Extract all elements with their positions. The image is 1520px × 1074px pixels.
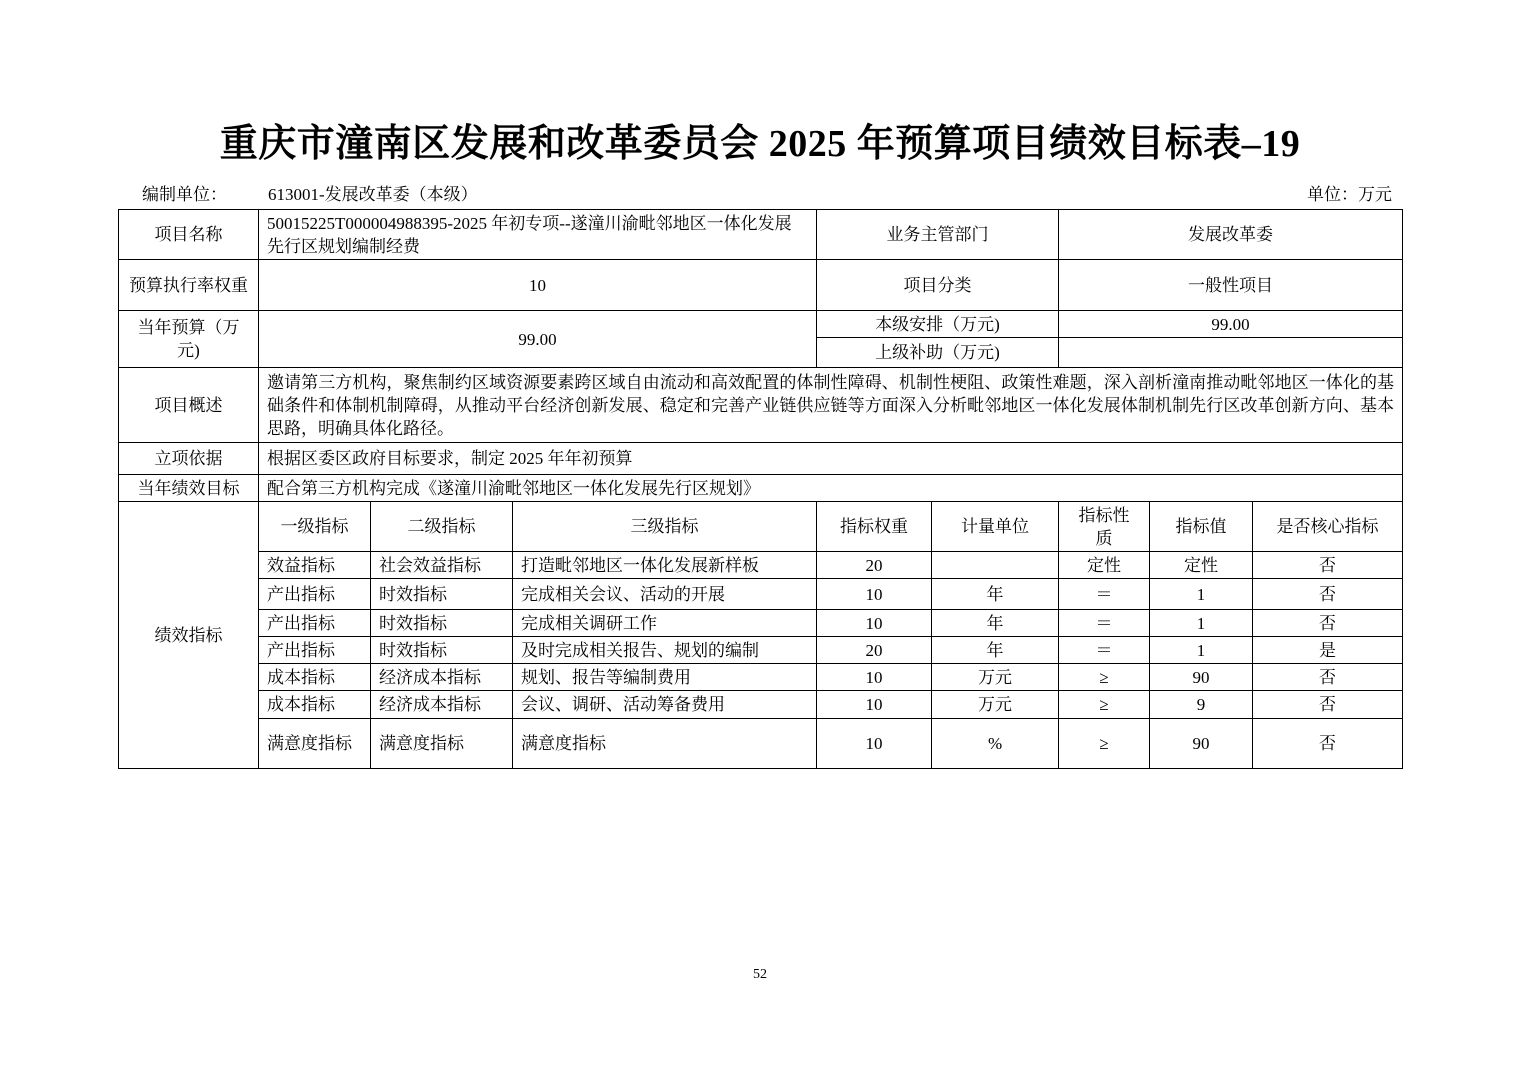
weight-label: 预算执行率权重 [119, 260, 259, 311]
indicators-label: 绩效指标 [119, 502, 259, 769]
indicator-l3: 打造毗邻地区一体化发展新样板 [513, 552, 817, 579]
indicator-l1: 产出指标 [259, 637, 371, 664]
header-unit: 计量单位 [932, 502, 1059, 552]
indicator-unit: 万元 [932, 691, 1059, 719]
indicator-l1: 成本指标 [259, 691, 371, 719]
indicator-l1: 效益指标 [259, 552, 371, 579]
indicator-row [119, 664, 1403, 691]
indicator-l2: 经济成本指标 [371, 691, 513, 719]
indicator-unit: 年 [932, 610, 1059, 637]
dept-label: 业务主管部门 [817, 210, 1059, 260]
unit-label: 编制单位： [142, 185, 227, 204]
indicator-nature: ≥ [1059, 691, 1150, 719]
goal-value: 配合第三方机构完成《遂潼川渝毗邻地区一体化发展先行区规划》 [259, 475, 1403, 502]
indicator-l2: 经济成本指标 [371, 664, 513, 691]
indicator-l2: 社会效益指标 [371, 552, 513, 579]
goal-label: 当年绩效目标 [119, 475, 259, 502]
row-weight [119, 260, 1403, 311]
row-budget-local [119, 311, 1403, 338]
indicator-value: 定性 [1150, 552, 1253, 579]
indicator-row [119, 579, 1403, 610]
row-goal [119, 475, 1403, 502]
indicator-core: 否 [1253, 719, 1403, 769]
budget-label: 当年预算（万元) [119, 311, 259, 368]
page-number: 52 [753, 967, 767, 982]
indicator-unit: % [932, 719, 1059, 769]
overview-label: 项目概述 [119, 368, 259, 443]
indicator-nature: ≥ [1059, 664, 1150, 691]
indicator-nature: ≥ [1059, 719, 1150, 769]
overview-value: 邀请第三方机构，聚焦制约区域资源要素跨区域自由流动和高效配置的体制性障碍、机制性梗阻、政策性难题，深入剖析潼南推动毗邻地区一体化的基础条件和体制机制障碍，从推动平台经济创新发展、稳定和完善产业链供应链等方面深入分析毗邻地区一体化发展体制机制先行区改革创新方向、基本思路，明确具体化路径。 [259, 368, 1403, 443]
header-l1: 一级指标 [259, 502, 371, 552]
header-l3: 三级指标 [513, 502, 817, 552]
indicator-l1: 成本指标 [259, 664, 371, 691]
unit-value: 613001-发展改革委（本级） [268, 185, 478, 204]
indicator-l3: 规划、报告等编制费用 [513, 664, 817, 691]
indicator-l3: 会议、调研、活动筹备费用 [513, 691, 817, 719]
row-basis [119, 443, 1403, 475]
weight-value: 10 [259, 260, 817, 311]
indicator-unit: 年 [932, 637, 1059, 664]
indicator-weight: 20 [817, 552, 932, 579]
indicator-value: 1 [1150, 610, 1253, 637]
header-weight: 指标权重 [817, 502, 932, 552]
indicator-weight: 10 [817, 610, 932, 637]
header-l2: 二级指标 [371, 502, 513, 552]
header-core: 是否核心指标 [1253, 502, 1403, 552]
indicator-core: 是 [1253, 637, 1403, 664]
indicator-l2: 满意度指标 [371, 719, 513, 769]
indicator-core: 否 [1253, 610, 1403, 637]
local-label: 本级安排（万元) [817, 311, 1059, 338]
indicator-nature: ＝ [1059, 637, 1150, 664]
indicator-weight: 10 [817, 579, 932, 610]
indicator-l1: 产出指标 [259, 610, 371, 637]
indicator-weight: 10 [817, 691, 932, 719]
indicator-nature: 定性 [1059, 552, 1150, 579]
indicator-row [119, 719, 1403, 769]
indicator-l3: 完成相关调研工作 [513, 610, 817, 637]
indicator-l1: 满意度指标 [259, 719, 371, 769]
project-name-value: 50015225T000004988395-2025 年初专项--遂潼川渝毗邻地区一体化发展先行区规划编制经费 [259, 210, 817, 260]
indicator-unit [932, 552, 1059, 579]
indicator-l3: 及时完成相关报告、规划的编制 [513, 637, 817, 664]
indicator-l1: 产出指标 [259, 579, 371, 610]
indicator-row [119, 552, 1403, 579]
indicator-nature: ＝ [1059, 579, 1150, 610]
indicator-core: 否 [1253, 664, 1403, 691]
indicator-weight: 20 [817, 637, 932, 664]
indicator-l2: 时效指标 [371, 579, 513, 610]
basis-label: 立项依据 [119, 443, 259, 475]
indicator-row [119, 637, 1403, 664]
upper-label: 上级补助（万元) [817, 338, 1059, 368]
indicator-row [119, 610, 1403, 637]
row-project-name [119, 210, 1403, 260]
category-value: 一般性项目 [1059, 260, 1403, 311]
row-overview [119, 368, 1403, 443]
indicator-l3: 完成相关会议、活动的开展 [513, 579, 817, 610]
indicator-l2: 时效指标 [371, 610, 513, 637]
header-nature: 指标性质 [1059, 502, 1150, 552]
indicator-core: 否 [1253, 579, 1403, 610]
basis-value: 根据区委区政府目标要求，制定 2025 年年初预算 [259, 443, 1403, 475]
indicator-value: 90 [1150, 719, 1253, 769]
budget-value: 99.00 [259, 311, 817, 368]
indicator-l3: 满意度指标 [513, 719, 817, 769]
indicator-value: 1 [1150, 579, 1253, 610]
category-label: 项目分类 [817, 260, 1059, 311]
upper-value [1059, 338, 1403, 368]
page-title: 重庆市潼南区发展和改革委员会 2025 年预算项目绩效目标表–19 [219, 123, 1301, 165]
indicator-unit: 万元 [932, 664, 1059, 691]
dept-value: 发展改革委 [1059, 210, 1403, 260]
indicator-nature: ＝ [1059, 610, 1150, 637]
local-value: 99.00 [1059, 311, 1403, 338]
indicator-core: 否 [1253, 691, 1403, 719]
indicator-core: 否 [1253, 552, 1403, 579]
indicator-header-row [119, 502, 1403, 552]
header-value: 指标值 [1150, 502, 1253, 552]
indicator-l2: 时效指标 [371, 637, 513, 664]
project-name-label: 项目名称 [119, 210, 259, 260]
indicator-value: 90 [1150, 664, 1253, 691]
indicator-value: 9 [1150, 691, 1253, 719]
indicator-value: 1 [1150, 637, 1253, 664]
indicator-weight: 10 [817, 719, 932, 769]
performance-table [118, 209, 1403, 769]
indicator-unit: 年 [932, 579, 1059, 610]
indicator-row [119, 691, 1403, 719]
currency-unit: 单位：万元 [1307, 185, 1392, 204]
indicator-weight: 10 [817, 664, 932, 691]
